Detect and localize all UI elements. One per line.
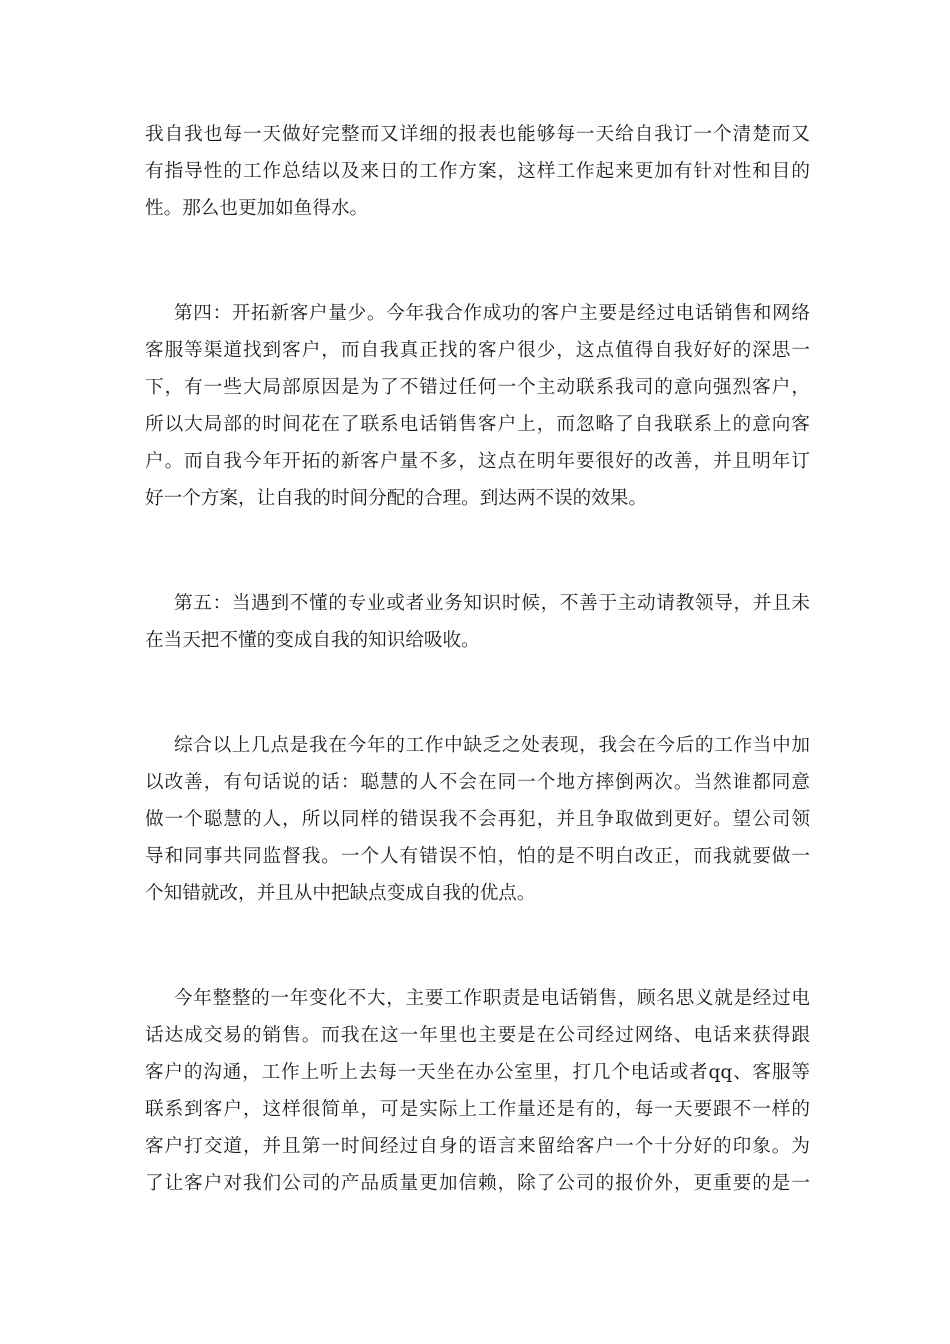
paragraph-summary [145, 727, 810, 912]
text-line: 客户的沟通，工作上听上去每一天坐在办公室里，打几个电话或者qq、客服等 [145, 1062, 810, 1083]
paragraph-year-review [145, 980, 810, 1202]
text-line: 有指导性的工作总结以及来日的工作方案，这样工作起来更加有针对性和目的 [145, 161, 810, 182]
paragraph-point-five [145, 585, 810, 659]
text-line: 性。那么也更加如鱼得水。 [145, 198, 369, 219]
paragraph-point-four [145, 295, 810, 517]
text-line: 话达成交易的销售。而我在这一年里也主要是在公司经过网络、电话来获得跟 [145, 1025, 810, 1046]
text-line: 第四：开拓新客户量少。今年我合作成功的客户主要是经过电话销售和网络 [174, 303, 810, 324]
text-line: 做一个聪慧的人，所以同样的错误我不会再犯，并且争取做到更好。望公司领 [145, 809, 810, 830]
text-line: 下，有一些大局部原因是为了不错过任何一个主动联系我司的意向强烈客户， [145, 377, 810, 398]
text-line: 以改善，有句话说的话：聪慧的人不会在同一个地方摔倒两次。当然谁都同意 [145, 772, 810, 793]
text-line: 了让客户对我们公司的产品质量更加信赖，除了公司的报价外，更重要的是一 [145, 1173, 810, 1194]
text-line: 客服等渠道找到客户，而自我真正找的客户很少，这点值得自我好好的深思一 [145, 340, 810, 361]
text-line: 综合以上几点是我在今年的工作中缺乏之处表现，我会在今后的工作当中加 [174, 735, 810, 756]
text-line: 好一个方案，让自我的时间分配的合理。到达两不误的效果。 [145, 488, 648, 509]
text-line: 在当天把不懂的变成自我的知识给吸收。 [145, 630, 480, 651]
text-line: 今年整整的一年变化不大，主要工作职责是电话销售，顾名思义就是经过电 [174, 988, 810, 1009]
text-line: 第五：当遇到不懂的专业或者业务知识时候，不善于主动请教领导，并且未 [174, 593, 810, 614]
paragraph-report [145, 116, 810, 227]
text-line: 客户打交道，并且第一时间经过自身的语言来留给客户一个十分好的印象。为 [145, 1136, 810, 1157]
text-line: 所以大局部的时间花在了联系电话销售客户上，而忽略了自我联系上的意向客 [145, 414, 810, 435]
text-line: 户。而自我今年开拓的新客户量不多，这点在明年要很好的改善，并且明年订 [145, 451, 810, 472]
text-line: 联系到客户，这样很简单，可是实际上工作量还是有的，每一天要跟不一样的 [145, 1099, 810, 1120]
text-line: 导和同事共同监督我。一个人有错误不怕，怕的是不明白改正，而我就要做一 [145, 846, 810, 867]
text-line: 我自我也每一天做好完整而又详细的报表也能够每一天给自我订一个清楚而又 [145, 124, 810, 145]
text-line: 个知错就改，并且从中把缺点变成自我的优点。 [145, 883, 536, 904]
